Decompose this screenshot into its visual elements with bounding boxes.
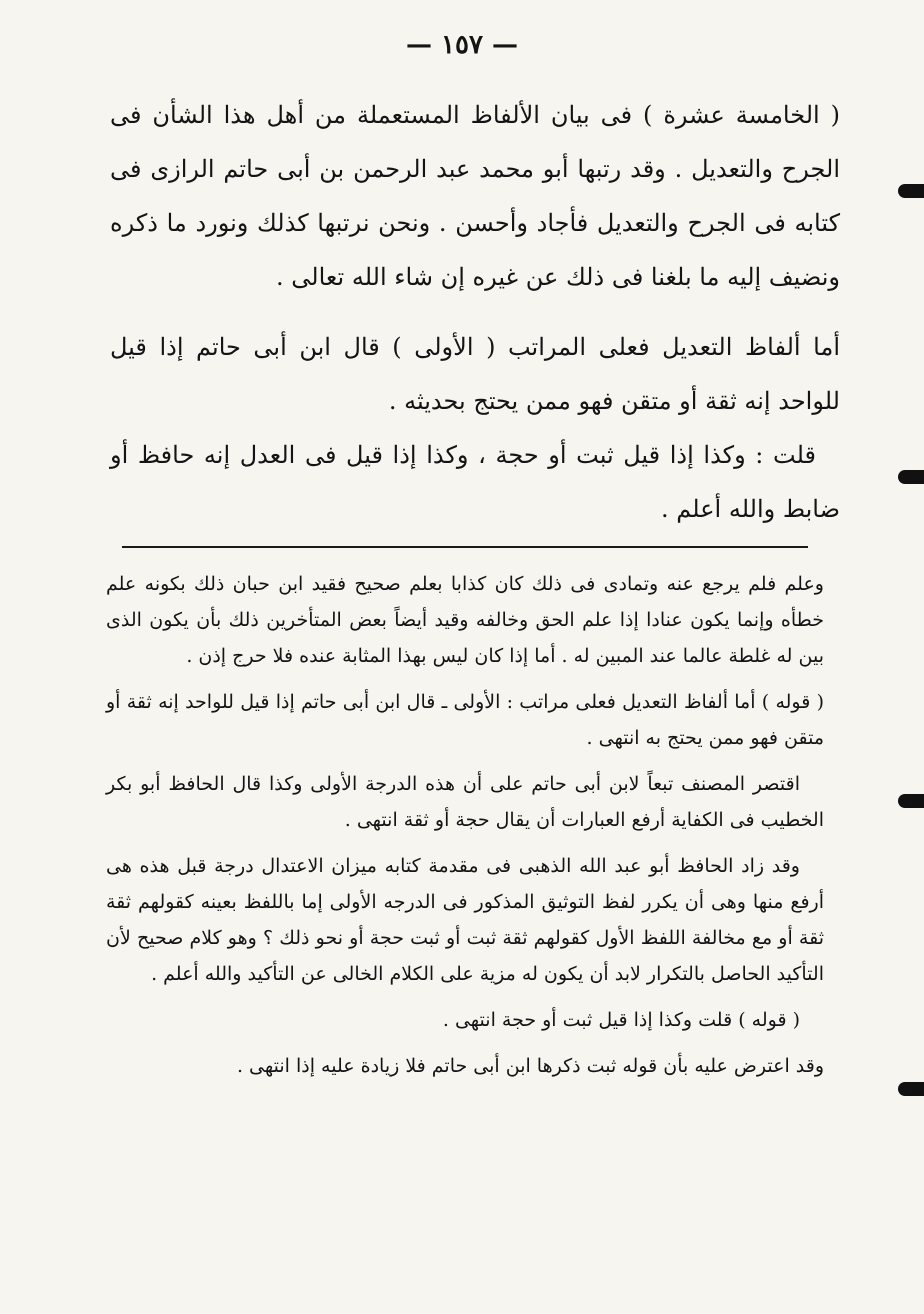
footnote-divider <box>122 546 808 548</box>
footnote-paragraph: وقد زاد الحافظ أبو عبد الله الذهبى فى مقدمة كتابه ميزان الاعتدال درجة قبل هذه هى أرفع منها وهى أن يكرر لفظ التوثيق المذكور فى الدرجه الأولى إما باللفظ بعينه كقولهم ثقة ثقة أو مع مخالفة اللفظ الأول كقولهم ثقة ثبت أو ثبت حجة أو نحو ذلك ؟ وهو كلام صحيح لأن التأكيد الحاصل بالتكرار لابد أن يكون له مزية على الكلام الخالى عن التأكيد والله أعلم . <box>106 855 824 985</box>
margin-mark <box>898 1082 924 1096</box>
main-paragraph: أما ألفاظ التعديل فعلى المراتب ( الأولى ) قال ابن أبى حاتم إذا قيل للواحد إنه ثقة أو متقن فهو ممن يحتج بحديثه . <box>110 333 840 415</box>
main-paragraph: قلت : وكذا إذا قيل ثبت أو حجة ، وكذا إذا قيل فى العدل إنه حافظ أو ضابط والله أعلم . <box>110 441 840 523</box>
footnote-paragraph: ( قوله ) قلت وكذا إذا قيل ثبت أو حجة انتهى . <box>442 1009 800 1031</box>
footnote-paragraph: ( قوله ) أما ألفاظ التعديل فعلى مراتب : الأولى ـ قال ابن أبى حاتم إذا قيل للواحد إنه ثقة أو متقن فهو ممن يحتج به انتهى . <box>106 691 824 749</box>
footnotes <box>106 566 824 1094</box>
main-paragraph: ( الخامسة عشرة ) فى بيان الألفاظ المستعملة من أهل هذا الشأن فى الجرح والتعديل . وقد رتبها أبو محمد عبد الرحمن بن أبى حاتم الرازى فى كتابه فى الجرح والتعديل فأجاد وأحسن . ونحن نرتبها كذلك ونورد ما ذكره ونضيف إليه ما بلغنا فى ذلك عن غيره إن شاء الله تعالى . <box>110 101 840 291</box>
margin-mark <box>898 184 924 198</box>
main-text <box>110 88 840 536</box>
margin-mark <box>898 470 924 484</box>
margin-mark <box>898 794 924 808</box>
page-number: — ١٥٧ — <box>405 30 519 60</box>
footnote-paragraph: وعلم فلم يرجع عنه وتمادى فى ذلك كان كذابا بعلم صحيح فقيد ابن حبان ذلك بكونه علم خطأه وإنما يكون عنادا إذا علم الحق وخالفه وقيد أيضاً بعض المتأخرين ذلك بأن يكون الذى بين له غلطة عالما عند المبين له . أما إذا كان ليس بهذا المثابة عنده فلا حرج إذن . <box>106 573 824 667</box>
footnote-paragraph: وقد اعترض عليه بأن قوله ثبت ذكرها ابن أبى حاتم فلا زيادة عليه إذا انتهى . <box>236 1055 824 1077</box>
footnote-paragraph: اقتصر المصنف تبعاً لابن أبى حاتم على أن هذه الدرجة الأولى وكذا قال الحافظ أبو بكر الخطيب فى الكفاية أرفع العبارات أن يقال حجة أو ثقة انتهى . <box>106 773 824 831</box>
